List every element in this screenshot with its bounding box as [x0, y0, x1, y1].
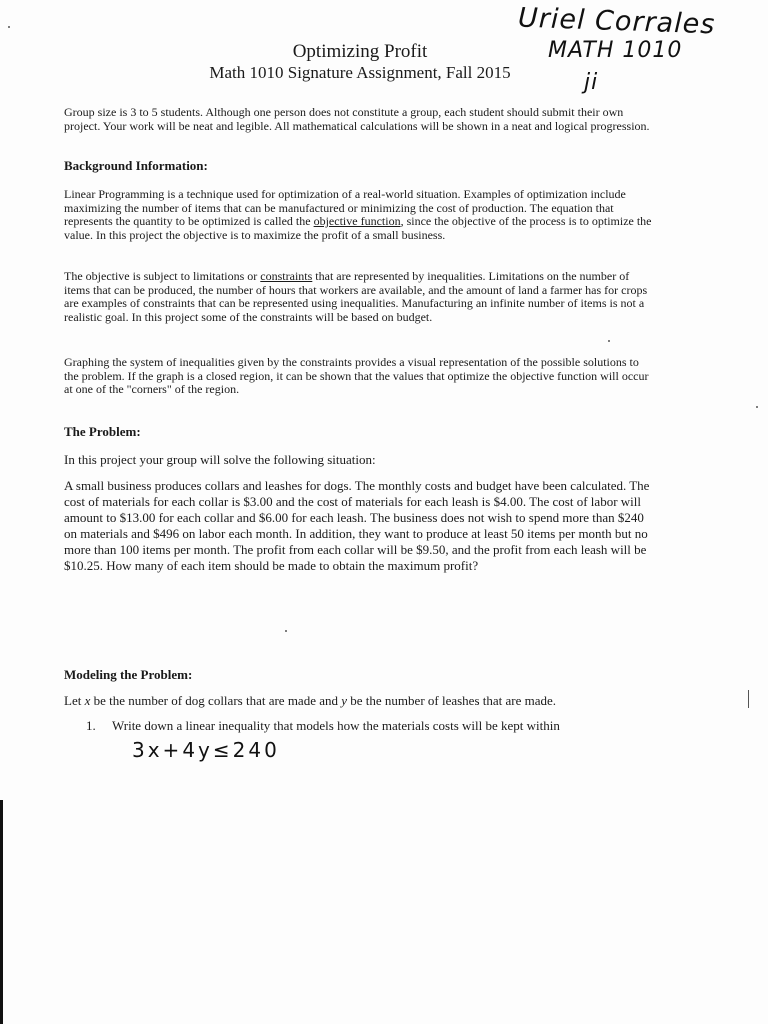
question-1-text: Write down a linear inequality that models how the materials costs will be kept within [112, 718, 560, 733]
constraints-term: constraints [260, 269, 313, 283]
problem-intro: In this project your group will solve the following situation: [64, 452, 376, 467]
scan-speck [285, 630, 287, 632]
handwritten-initials: ji [584, 70, 599, 95]
variable-y: y [341, 693, 348, 708]
question-1-number: 1. [86, 718, 96, 733]
handwritten-course: MATH 1010 [548, 38, 683, 63]
handwritten-answer-1: 3x+4y≤240 [132, 738, 280, 762]
modeling-let-b: be the number of dog collars that are made and [90, 693, 342, 708]
background-p2-text-b: that are represented by inequalities. Limitations on the number of items that can be produced, the number of hours that workers are available, and the amount of land a farmer has for crops are examples of constraints that can be represented using inequalities. Manufacturing an infinite number of items is not a realistic goal. In this project some of the constraints will be based on budget. [64, 269, 648, 324]
document-subtitle: Math 1010 Signature Assignment, Fall 2015 [209, 63, 511, 82]
background-heading: Background Information: [64, 158, 208, 173]
modeling-let-c: be the number of leashes that are made. [347, 693, 557, 708]
background-p1-text-b: , since the objective of the process is to optimize the value. In this project the objective is to maximize the profit of a small business. [64, 214, 652, 242]
question-1 [86, 718, 560, 734]
background-p1-text-a: Linear Programming is a technique used for optimization of a real-world situation. Examples of optimization include maximizing the number of items that can be manufactured or minimizing the cost of production. The equation that represents the quantity to be optimized is called the [64, 187, 626, 228]
handwritten-student-name: Uriel Corrales [517, 2, 716, 41]
objective-function-term: objective function [313, 214, 401, 228]
scan-speck [756, 406, 758, 408]
scan-speck [8, 26, 10, 28]
background-paragraph-1 [64, 188, 656, 242]
background-p2-text-a: The objective is subject to limitations or [64, 269, 261, 283]
background-paragraph-2 [64, 270, 656, 324]
scan-edge-shadow [0, 800, 3, 1024]
scan-speck [608, 340, 610, 342]
scan-speck [748, 690, 749, 708]
problem-statement: A small business produces collars and leashes for dogs. The monthly costs and budget have been calculated. The cost of materials for each collar is $3.00 and the cost of materials for each leash is $4.00. The cost of labor will amount to $13.00 for each collar and $6.00 for each leash. The business does not wish to spend more than $240 on materials and $496 on labor each month. In addition, they want to produce at least 50 items per month but no more than 100 items per month. The profit from each collar will be $9.50, and the profit from each leash will be $10.25. How many of each item should be made to obtain the maximum profit? [64, 478, 650, 573]
variable-x: x [84, 693, 91, 708]
document-title: Optimizing Profit [292, 41, 428, 62]
modeling-heading: Modeling the Problem: [64, 667, 193, 682]
problem-heading: The Problem: [64, 424, 141, 439]
background-paragraph-3: Graphing the system of inequalities given by the constraints provides a visual representation of the possible solutions to the problem. If the graph is a closed region, it can be shown that the values that optimize the objective function will occur at one of the "corners" of the region. [64, 355, 649, 396]
intro-paragraph: Group size is 3 to 5 students. Although one person does not constitute a group, each student should submit their own project. Your work will be neat and legible. All mathematical calculations will be shown in a neat and logical progression. [64, 105, 650, 133]
modeling-variables [64, 693, 656, 709]
modeling-let-a: Let [64, 693, 85, 708]
